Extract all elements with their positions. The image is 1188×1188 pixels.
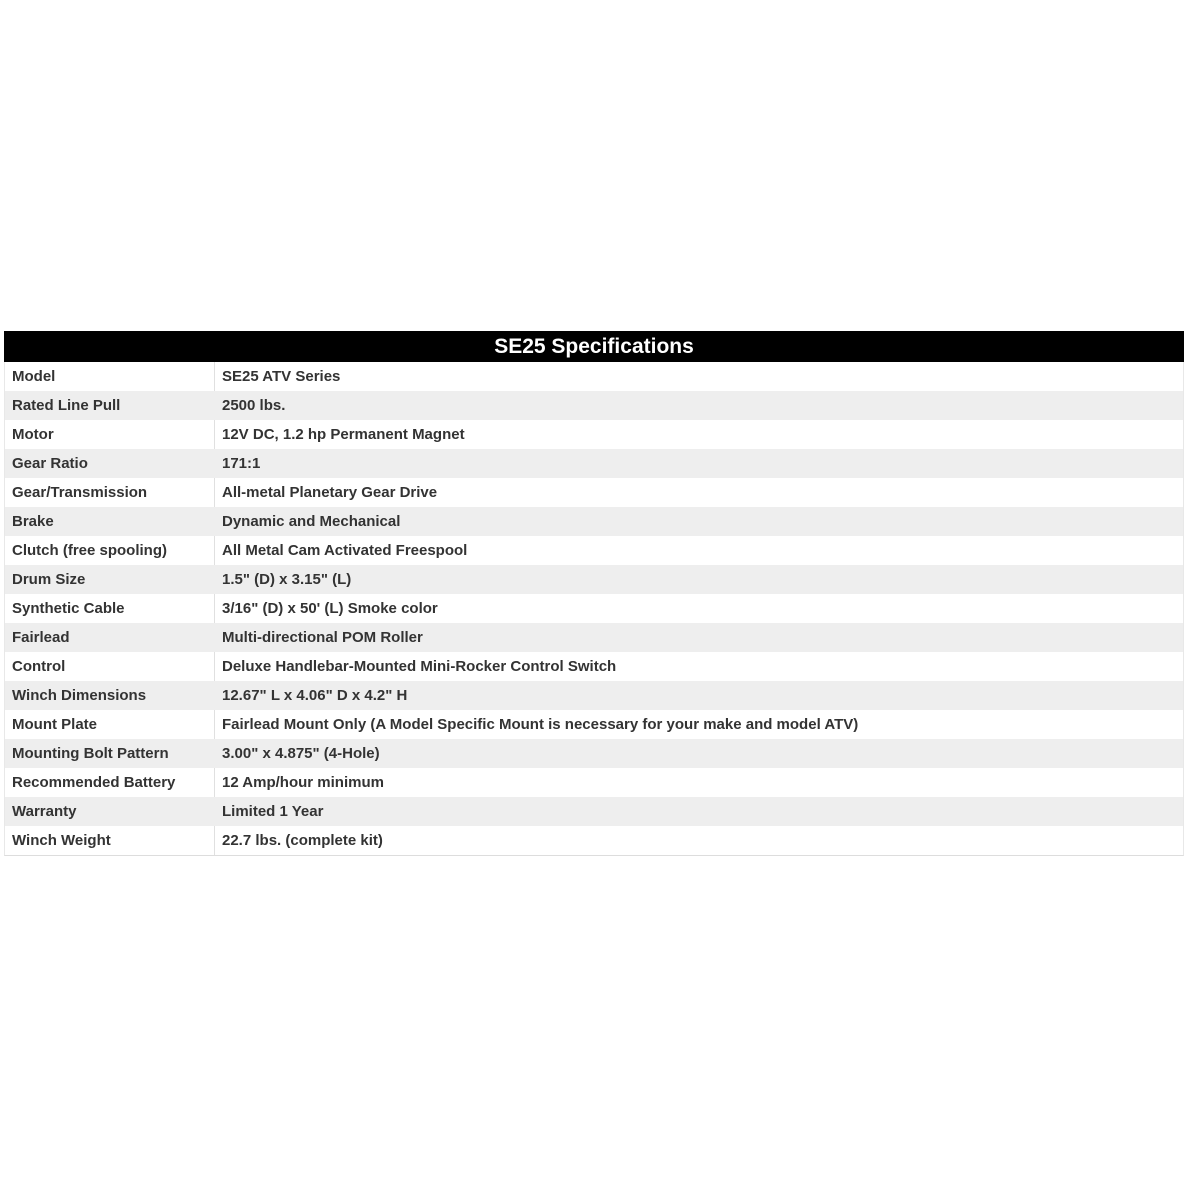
table-row — [5, 391, 1183, 420]
table-row — [5, 797, 1183, 826]
table-row — [5, 478, 1183, 507]
spec-value: 3.00" x 4.875" (4-Hole) — [222, 745, 380, 762]
spec-label: Clutch (free spooling) — [5, 536, 215, 565]
spec-label: Winch Dimensions — [5, 681, 215, 710]
spec-label: Gear Ratio — [5, 449, 215, 478]
spec-value: 171:1 — [222, 455, 261, 472]
spec-value: 12V DC, 1.2 hp Permanent Magnet — [222, 426, 465, 443]
table-row — [5, 449, 1183, 478]
table-row — [5, 681, 1183, 710]
spec-label: Synthetic Cable — [5, 594, 215, 623]
table-row — [5, 507, 1183, 536]
spec-label: Rated Line Pull — [5, 391, 215, 420]
spec-label: Warranty — [5, 797, 215, 826]
specifications-table — [4, 331, 1184, 856]
table-row — [5, 710, 1183, 739]
spec-label: Mounting Bolt Pattern — [5, 739, 215, 768]
spec-value: 12 Amp/hour minimum — [222, 774, 384, 791]
spec-value: SE25 ATV Series — [222, 368, 341, 385]
spec-value: 3/16" (D) x 50' (L) Smoke color — [222, 600, 438, 617]
table-row — [5, 594, 1183, 623]
spec-label: Control — [5, 652, 215, 681]
spec-value: Multi-directional POM Roller — [222, 629, 423, 646]
table-row — [5, 420, 1183, 449]
spec-value: All Metal Cam Activated Freespool — [222, 542, 468, 559]
table-row — [5, 768, 1183, 797]
spec-value: Fairlead Mount Only (A Model Specific Mount is necessary for your make and model ATV) — [222, 716, 859, 733]
spec-value: 22.7 lbs. (complete kit) — [222, 832, 383, 849]
table-row — [5, 826, 1183, 855]
spec-label: Motor — [5, 420, 215, 449]
table-row — [5, 362, 1183, 391]
spec-label: Model — [5, 362, 215, 391]
table-row — [5, 739, 1183, 768]
spec-value: 1.5" (D) x 3.15" (L) — [222, 571, 352, 588]
spec-label: Drum Size — [5, 565, 215, 594]
spec-label: Winch Weight — [5, 826, 215, 855]
spec-value: Limited 1 Year — [222, 803, 324, 820]
spec-label: Brake — [5, 507, 215, 536]
spec-value: All-metal Planetary Gear Drive — [222, 484, 438, 501]
table-row — [5, 536, 1183, 565]
spec-label: Gear/Transmission — [5, 478, 215, 507]
table-title: SE25 Specifications — [4, 331, 1184, 362]
spec-value: Deluxe Handlebar-Mounted Mini-Rocker Control Switch — [222, 658, 617, 675]
spec-value: 12.67" L x 4.06" D x 4.2" H — [222, 687, 408, 704]
table-row — [5, 623, 1183, 652]
spec-value: 2500 lbs. — [222, 397, 286, 414]
spec-label: Fairlead — [5, 623, 215, 652]
spec-value: Dynamic and Mechanical — [222, 513, 401, 530]
table-body — [5, 362, 1183, 855]
spec-label: Recommended Battery — [5, 768, 215, 797]
table-row — [5, 652, 1183, 681]
table-row — [5, 565, 1183, 594]
spec-label: Mount Plate — [5, 710, 215, 739]
